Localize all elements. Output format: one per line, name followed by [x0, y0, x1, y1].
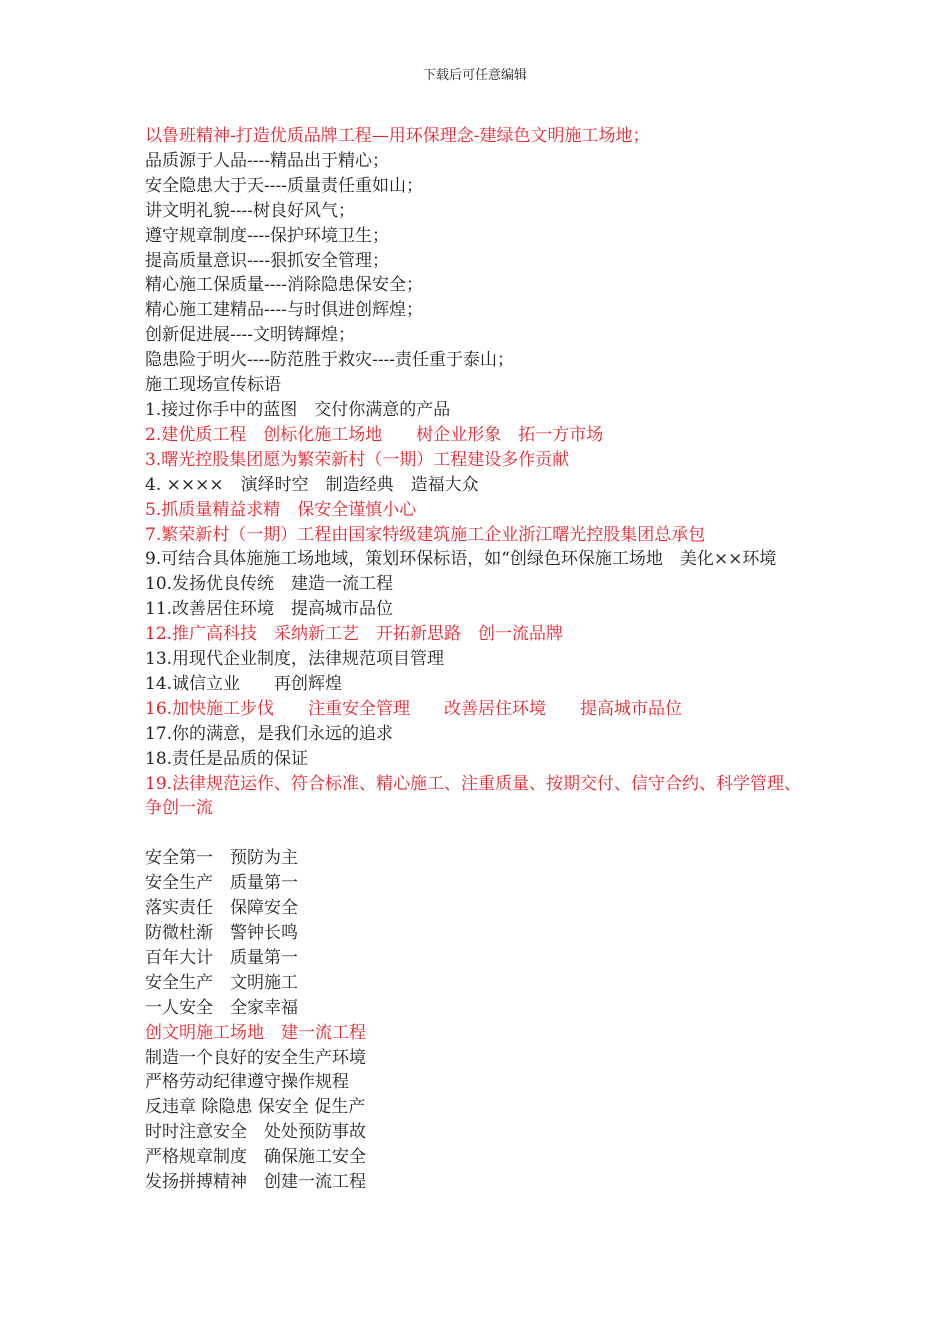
slogan-line: 防微杜渐 警钟长鸣 — [145, 922, 298, 943]
highlighted-slogan-line: 2.建优质工程 创标化施工场地 树企业形象 拓一方市场 — [145, 424, 604, 445]
slogan-line: 落实责任 保障安全 — [145, 898, 298, 919]
slogan-line: 安全生产 文明施工 — [145, 972, 298, 993]
document-body — [145, 124, 815, 1195]
highlighted-slogan-line: 5.抓质量精益求精 保安全谨慎小心 — [145, 499, 417, 520]
slogan-line: 安全第一 预防为主 — [145, 848, 298, 869]
slogan-line: 制造一个良好的安全生产环境 — [145, 1047, 366, 1068]
slogan-line: 14.诚信立业 再创辉煌 — [145, 673, 343, 694]
slogan-line: 4. ×××× 演绎时空 制造经典 造福大众 — [145, 474, 479, 495]
slogan-line: 精心施工建精品----与时俱进创辉煌； — [145, 300, 423, 321]
slogan-line: 17.你的满意，是我们永远的追求 — [145, 723, 394, 744]
slogan-line: 时时注意安全 处处预防事故 — [145, 1122, 366, 1143]
slogan-line: 讲文明礼貌----树良好风气； — [145, 200, 355, 221]
slogan-line: 反违章 除隐患 保安全 促生产 — [145, 1097, 366, 1118]
slogan-line: 发扬拼搏精神 创建一流工程 — [145, 1172, 366, 1193]
slogan-line: 隐患险于明火----防范胜于救灾----责任重于泰山； — [145, 350, 514, 371]
highlighted-slogan-line: 3.曙光控股集团愿为繁荣新村（一期）工程建设多作贡献 — [145, 449, 570, 470]
slogan-line: 9.可结合具体施施工场地域，策划环保标语，如“创绿色环保施工场地 美化××环境 — [145, 549, 777, 570]
highlighted-slogan-line: 以鲁班精神-打造优质品牌工程—用环保理念-建绿色文明施工场地； — [145, 126, 650, 146]
slogan-line: 安全生产 质量第一 — [145, 873, 298, 894]
slogan-line: 施工现场宣传标语 — [145, 375, 281, 396]
slogan-line: 遵守规章制度----保护环境卫生； — [145, 225, 389, 246]
slogan-line: 18.责任是品质的保证 — [145, 748, 309, 769]
page-header: 下载后可任意编辑 — [422, 68, 527, 83]
slogan-line: 百年大计 质量第一 — [145, 947, 298, 968]
highlighted-slogan-line: 创文明施工场地 建一流工程 — [145, 1022, 366, 1043]
slogan-line: 1.接过你手中的蓝图 交付你满意的产品 — [145, 399, 451, 420]
slogan-line: 提高质量意识----狠抓安全管理； — [145, 250, 389, 271]
highlighted-slogan-line: 16.加快施工步伐 注重安全管理 改善居住环境 提高城市品位 — [145, 698, 683, 719]
slogan-line: 13.用现代企业制度，法律规范项目管理 — [145, 649, 445, 670]
slogan-line: 创新促进展----文明铸輝煌； — [145, 325, 355, 346]
blank-line — [145, 821, 815, 846]
slogan-line: 一人安全 全家幸福 — [145, 997, 298, 1018]
slogan-line: 10.发扬优良传统 建造一流工程 — [145, 574, 394, 595]
slogan-line: 严格规章制度 确保施工安全 — [145, 1147, 366, 1168]
slogan-line: 精心施工保质量----消除隐患保安全； — [145, 275, 423, 296]
slogan-line: 品质源于人品----精品出于精心； — [145, 150, 389, 171]
slogan-line: 严格劳动纪律遵守操作规程 — [145, 1072, 349, 1093]
slogan-line: 安全隐患大于天----质量责任重如山； — [145, 175, 423, 196]
highlighted-slogan-line: 7.繁荣新村（一期）工程由国家特级建筑施工企业浙江曙光控股集团总承包 — [145, 524, 706, 545]
highlighted-slogan-line: 19.法律规范运作、符合标准、精心施工、注重质量、按期交付、信守合约、科学管理、争创一流 — [145, 773, 802, 819]
highlighted-slogan-line: 12.推广高科技 采纳新工艺 开拓新思路 创一流品牌 — [145, 624, 564, 645]
slogan-line: 11.改善居住环境 提高城市品位 — [145, 599, 394, 620]
